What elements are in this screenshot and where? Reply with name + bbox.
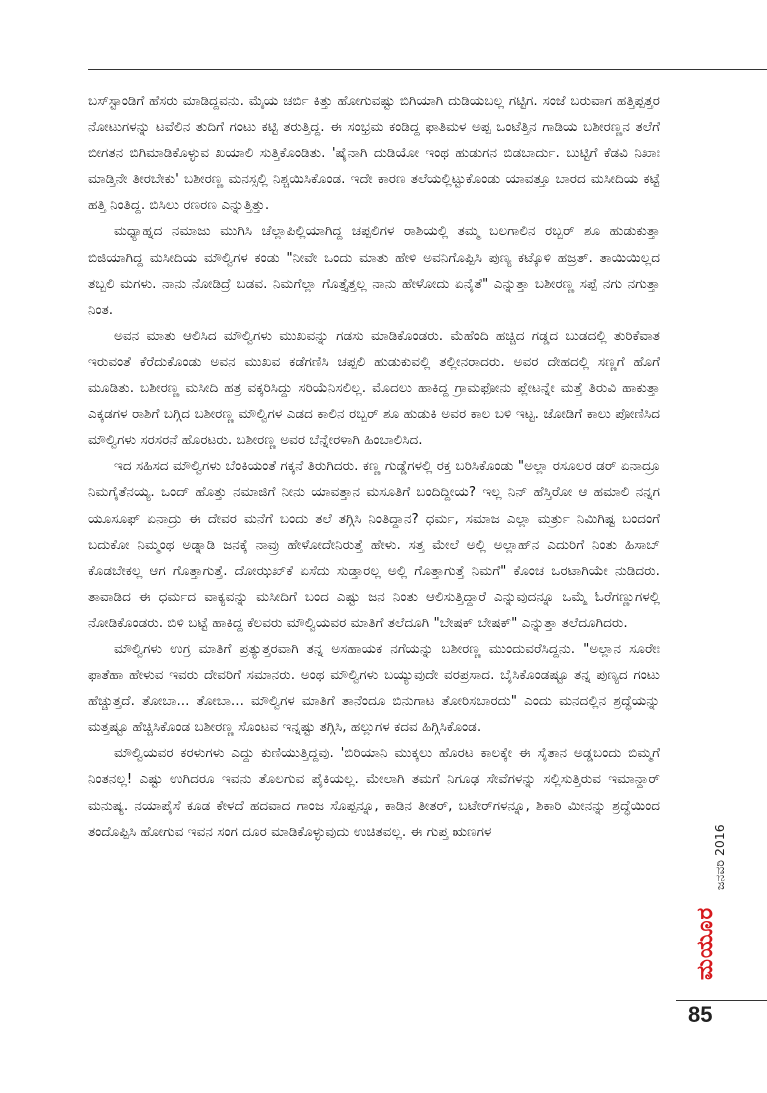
paragraph-1: ಬಸ್‌ಸ್ಟಾಂಡಿಗೆ ಹೆಸರು ಮಾಡಿದ್ದವನು. ಮೈಯ ಚರ್ಬಿ ಕಿತ್ತು ಹೋಗುವಷ್ಟು ಬಿಗಿಯಾಗಿ ದುಡಿಯಬಲ್ಲ ಗಟ್ಟಿಗ. ಸಂಜೆ ಬರುವಾಗ ಹತ್ತಿಪ್ಪತ್ತರ ನೋಟುಗಳನ್ನು ಟವೆಲಿನ ತುದಿಗೆ ಗಂಟು ಕಟ್ಟಿ ತರುತ್ತಿದ್ದ. ಈ ಸಂಭ್ರಮ ಕಂಡಿದ್ದ ಫಾತಿಮಳ ಅಪ್ಪ ಒಂಟೆತ್ತಿನ ಗಾಡಿಯ ಬಶೀರಣ್ಣನ ತಲೆಗೆ ಬೀಗತನ ಬಿಗಿಮಾಡಿಕೊಳ್ಳುವ ಖಯಾಲಿ ಸುತ್ತಿಕೊಂಡಿತು. 'ಷೈನಾಗಿ ದುಡಿಯೋ ಇಂಥ ಹುಡುಗನ ಬಿಡಬಾರ್ದು. ಬುಟ್ಟಿಗೆ ಕೆಡವಿ ನಿಖಾಃ ಮಾಡ್ತಿನೇ ತೀರಬೇಕು' ಬಶೀರಣ್ಣ ಮನಸ್ಸಲ್ಲಿ ನಿಶ್ಚಯಿಸಿಕೊಂಡ. ಇದೇ ಕಾರಣ ತಲೆಯಲ್ಲಿಟ್ಟುಕೊಂಡು ಯಾವತ್ತೂ ಬಾರದ ಮಸೀದಿಯ ಕಟ್ಟೆ ಹತ್ತಿ ನಿಂತಿದ್ದ. ಬಿಸಿಲು ರಣರಣ ಎನ್ನುತ್ತಿತ್ತು.: [88, 93, 660, 214]
paragraph-2: ಮಧ್ಯಾಹ್ನದ ನಮಾಜು ಮುಗಿಸಿ ಚೆಲ್ಲಾಪಿಲ್ಲಿಯಾಗಿದ್ದ ಚಪ್ಪಲಿಗಳ ರಾಶಿಯಲ್ಲಿ ತಮ್ಮ ಬಲಗಾಲಿನ ರಬ್ಬರ್ ಶೂ ಹುಡುಕುತ್ತಾ ಬಿಜಿಯಾಗಿದ್ದ ಮಸೀದಿಯ ಮೌಲ್ವಿಗಳ ಕಂಡು "ನೀವೇ ಒಂದು ಮಾತು ಹೇಳಿ ಅವನಿಗೊಪ್ಪಿಸಿ ಪುಣ್ಯ ಕಟ್ಕೊಳಿ ಹಜ್ರತ್. ತಾಯಿಯಿಲ್ಲದ ತಬ್ಬಲಿ ಮಗಳು. ನಾನು ನೋಡಿದ್ರೆ ಬಡವ. ನಿಮಗೆಲ್ಲಾ ಗೊತ್ತೈತ್ತಲ್ಲ ನಾನು ಹೇಳೋದು ಏನೈತೆ" ಎನ್ನುತ್ತಾ ಬಶೀರಣ್ಣ ಸಪ್ಪೆ ನಗು ನಗುತ್ತಾ ನಿಂತ.: [88, 223, 660, 318]
magazine-logo: ಮಯೂರ: [693, 906, 718, 980]
page-number: 85: [688, 1002, 713, 1027]
article-body: [88, 88, 660, 1048]
paragraph-3: ಅವನ ಮಾತು ಆಲಿಸಿದ ಮೌಲ್ವಿಗಳು ಮುಖವನ್ನು ಗಡಸು ಮಾಡಿಕೊಂಡರು. ಮೆಹೆಂದಿ ಹಚ್ಚಿದ ಗಡ್ಡದ ಬುಡದಲ್ಲಿ ತುರಿಕೆವಾತ ಇರುವಂತೆ ಕೆರೆದುಕೊಂಡು ಅವನ ಮುಖವ ಕಡೆಗಣಿಸಿ ಚಪ್ಪಲಿ ಹುಡುಕುವಲ್ಲಿ ತಲ್ಲೀನರಾದರು. ಅವರ ದೇಹದಲ್ಲಿ ಸಣ್ಣಗೆ ಹೊಗೆ ಮೂಡಿತು. ಬಶೀರಣ್ಣ ಮಸೀದಿ ಹತ್ರ ವಕ್ಕರಿಸಿದ್ದು ಸರಿಯೆನಿಸಲಿಲ್ಲ. ಮೊದಲು ಹಾಕಿದ್ದ ಗ್ರಾಮಫೋನು ಪ್ಲೇಟನ್ನೇ ಮತ್ತೆ ತಿರುವಿ ಹಾಕುತ್ತಾ ಎಕ್ಕಡಗಳ ರಾಶಿಗೆ ಬಗ್ಗಿದ ಬಶೀರಣ್ಣ ಮೌಲ್ವಿಗಳ ಎಡದ ಕಾಲಿನ ರಬ್ಬರ್ ಶೂ ಹುಡುಕಿ ಅವರ ಕಾಲ ಬಳಿ ಇಟ್ಟ. ಜೋಡಿಗೆ ಕಾಲು ಪೋಣಿಸಿದ ಮೌಲ್ವಿಗಳು ಸರಸರನೆ ಹೊರಟರು. ಬಶೀರಣ್ಣ ಅವರ ಬೆನ್ನೇರಳಾಗಿ ಹಿಂಬಾಲಿಸಿದ.: [88, 327, 660, 449]
paragraph-6: ಮೌಲ್ವಿಯವರ ಕರಳುಗಳು ಎದ್ದು ಕುಣಿಯುತ್ತಿದ್ದವು. 'ಬಿರಿಯಾನಿ ಮುಕ್ಕಲು ಹೊರಟ ಕಾಲಕ್ಕೇ ಈ ಸೈತಾನ ಅಡ್ಡಬಂದು ಬಿಮ್ಮಗೆ ನಿಂತನಲ್ಲ! ಎಷ್ಟು ಉಗಿದರೂ ಇವನು ತೊಲಗುವ ಪೈಕಿಯಲ್ಲ. ಮೇಲಾಗಿ ತಮಗೆ ನಿಗೂಢ ಸೇವೆಗಳನ್ನು ಸಲ್ಲಿಸುತ್ತಿರುವ ಇಮಾನ್ದಾರ್ ಮನುಷ್ಯ. ನಯಾಪೈಸೆ ಕೂಡ ಕೇಳದೆ ಹದವಾದ ಗಾಂಜ ಸೊಪ್ಪನ್ನೂ, ಕಾಡಿನ ತೀತರ್, ಬಟೇರ್‌ಗಳನ್ನೂ, ಶಿಕಾರಿ ಮೀನನ್ನು ಶ್ರದ್ಧೆಯಿಂದ ತಂದೊಪ್ಪಿಸಿ ಹೋಗುವ ಇವನ ಸಂಗ ದೂರ ಮಾಡಿಕೊಳ್ಳುವುದು ಉಚಿತವಲ್ಲ. ಈ ಗುಪ್ತ ಋಣಗಳ: [88, 745, 660, 840]
paragraph-5: ಮೌಲ್ವಿಗಳು ಉಗ್ರ ಮಾತಿಗೆ ಪ್ರತ್ಯುತ್ತರವಾಗಿ ತನ್ನ ಅಸಹಾಯಕ ನಗೆಯನ್ನು ಬಶೀರಣ್ಣ ಮುಂದುವರೆಸಿದ್ದನು. "ಅಲ್ಲಾನ ಸೂರೇಃ ಫಾತೆಹಾ ಹೇಳುವ ಇವರು ದೇವರಿಗೆ ಸಮಾನರು. ಅಂಥ ಮೌಲ್ವಿಗಳು ಬಯ್ಯುವುದೇ ವರಪ್ರಸಾದ. ಬೈಸಿಕೊಂಡಷ್ಟೂ ತನ್ನ ಪುಣ್ಯದ ಗಂಟು ಹೆಚ್ಚುತ್ತದೆ. ತೋಬಾ... ತೋಬಾ... ಮೌಲ್ವಿಗಳ ಮಾತಿಗೆ ತಾನೆಂದೂ ಬಿನುಗಾಟ ತೋರಿಸಬಾರದು" ಎಂದು ಮನದಲ್ಲಿನ ಶ್ರದ್ಧೆಯನ್ನು ಮತ್ತಷ್ಟೂ ಹೆಚ್ಚಿಸಿಕೊಂಡ ಬಶೀರಣ್ಣ ಸೊಂಟವ ಇನ್ನಷ್ಟು ತಗ್ಗಿಸಿ, ಹಲ್ಲುಗಳ ಕದವ ಹಿಗ್ಗಿಸಿಕೊಂಡ.: [88, 640, 660, 736]
paragraph-4: ಇದ ಸಹಿಸದ ಮೌಲ್ವಿಗಳು ಬೆಂಕಿಯಂತೆ ಗಕ್ಕನೆ ತಿರುಗಿದರು. ಕಣ್ಣ ಗುಡ್ಡೆಗಳಲ್ಲಿ ರಕ್ತ ಬರಿಸಿಕೊಂಡು "ಅಲ್ಲಾ ರಸೂಲರ ಡರ್ ಏನಾದ್ರೂ ನಿಮಗೈತೆನಯ್ಯ. ಒಂದ್ ಹೊತ್ತು ನಮಾಜಿಗೆ ನೀನು ಯಾವತ್ತಾನ ಮಸೂತಿಗೆ ಬಂದಿದ್ದೀಯ? ಇಲ್ಲ ನಿನ್ ಹೆಸ್ತಿರೋ ಆ ಹಮಾಲಿ ನನ್ನಗ ಯೂಸೂಫ್ ಏನಾದ್ರು ಈ ದೇವರ ಮನೆಗೆ ಬಂದು ತಲೆ ತಗ್ಗಿಸಿ ನಿಂತಿದ್ದಾನ? ಧರ್ಮ, ಸಮಾಜ ಎಲ್ಲಾ ಮರ್ತ್ರು ನಿಮಿಗಿಷ್ಟ ಬಂದಂಗೆ ಬದುಕೋ ನಿಮ್ಮಂಥ ಅಡ್ನಾಡಿ ಜನಕ್ಕೆ ನಾವ್ರು ಹೇಳೋದೇನಿರುತ್ತೆ ಹೇಳು. ಸತ್ತ ಮೇಲೆ ಅಲ್ಲಿ ಅಲ್ಲಾಹ್‌ನ ಎದುರಿಗೆ ನಿಂತು ಹಿಸಾಬ್ ಕೊಡಬೇಕಲ್ಲ ಆಗ ಗೊತ್ತಾಗುತ್ತೆ. ದೋಝಖ್‌ಕೆ ಏಸೆದು ಸುಡ್ತಾರಲ್ಲ ಅಲ್ಲಿ ಗೊತ್ತಾಗುತ್ತೆ ನಿಮಗೆ" ಕೊಂಚ ಒರಟಾಗಿಯೇ ನುಡಿದರು. ತಾವಾಡಿದ ಈ ಧರ್ಮದ ವಾಕ್ಯವನ್ನು ಮಸೀದಿಗೆ ಬಂದ ಎಷ್ಟು ಜನ ನಿಂತು ಆಲಿಸುತ್ತಿದ್ದಾರೆ ಎನ್ನುವುದನ್ನೂ ಒಮ್ಮೆ ಓರೆಗಣ್ಣುಗಳಲ್ಲಿ ನೋಡಿಕೊಂಡರು. ಬಿಳಿ ಬಟ್ಟೆ ಹಾಕಿದ್ದ ಕೆಲವರು ಮೌಲ್ವಿಯವರ ಮಾತಿಗೆ ತಲೆದೂಗಿ "ಬೇಷಕ್ ಬೇಷಕ್" ಎನ್ನುತ್ತಾ ತಲೆದೂಗಿದರು.: [88, 458, 660, 631]
header-rule: [88, 69, 767, 70]
footer-rule: [676, 1000, 767, 1001]
issue-date: ಜನವರಿ 2016: [712, 824, 727, 890]
magazine-side-strip: [676, 765, 736, 980]
